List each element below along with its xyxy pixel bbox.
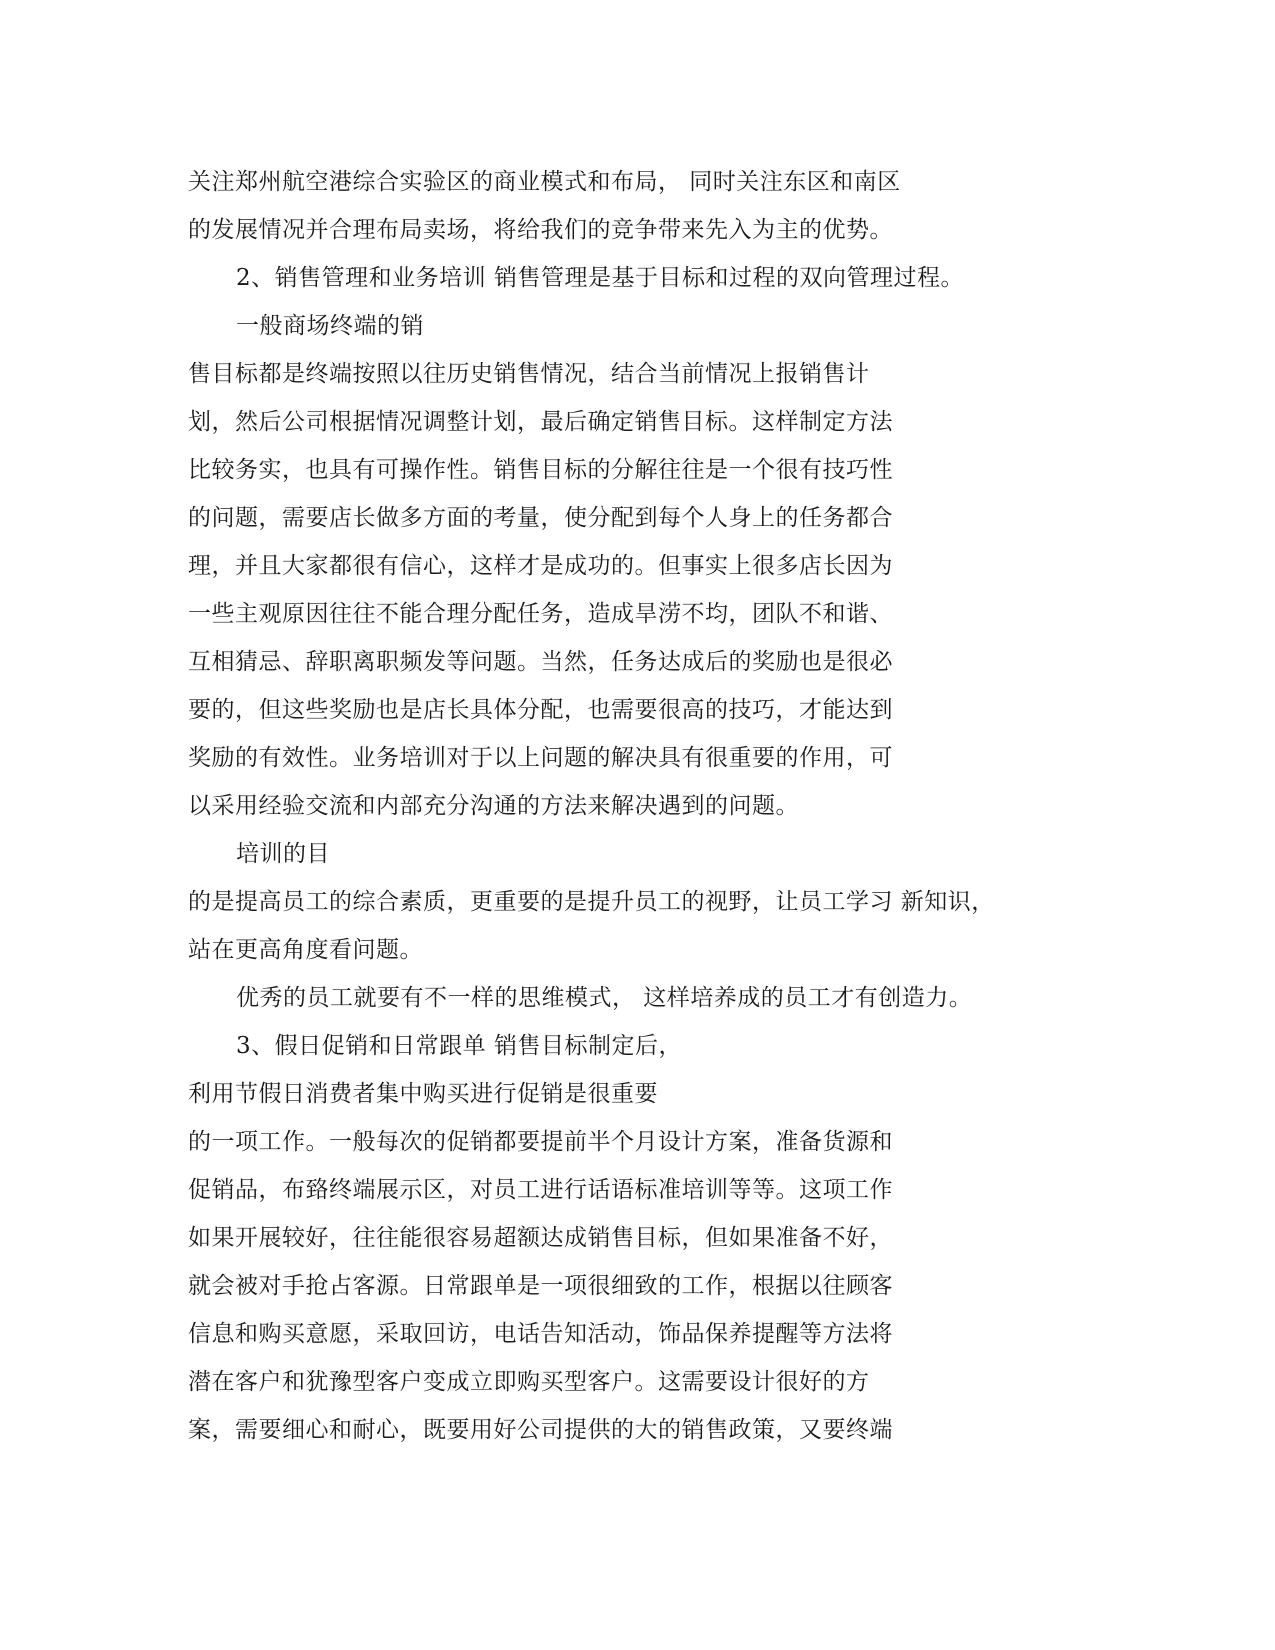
text-line: 划，然后公司根据情况调整计划，最后确定销售目标。这样制定方法	[188, 409, 893, 435]
text-line: 就会被对手抢占客源。日常跟单是一项很细致的工作，根据以往顾客	[188, 1273, 893, 1299]
text-line: 一些主观原因往往不能合理分配任务，造成旱涝不均，团队不和谐、	[188, 601, 893, 627]
text-line: 潜在客户和犹豫型客户变成立即购买型客户。这需要设计很好的方	[188, 1369, 870, 1395]
text-line: 比较务实，也具有可操作性。销售目标的分解往往是一个很有技巧性	[188, 457, 893, 483]
text-line: 以采用经验交流和内部充分沟通的方法来解决遇到的问题。	[188, 793, 799, 819]
document-body	[188, 158, 1068, 1454]
text-line: 奖励的有效性。业务培训对于以上问题的解决具有很重要的作用，可	[188, 745, 893, 771]
text-line: 售目标都是终端按照以往历史销售情况，结合当前情况上报销售计	[188, 361, 870, 387]
text-line: 促销品，布臵终端展示区，对员工进行话语标准培训等等。这项工作	[188, 1177, 893, 1203]
text-line: 的问题，需要店长做多方面的考量，使分配到每个人身上的任务都合	[188, 505, 893, 531]
text-line: 如果开展较好，往往能很容易超额达成销售目标，但如果准备不好，	[188, 1225, 893, 1251]
text-line: 的发展情况并合理布局卖场，将给我们的竞争带来先入为主的优势。	[188, 217, 893, 243]
text-line: 利用节假日消费者集中购买进行促销是很重要	[188, 1081, 658, 1107]
text-line: 互相猜忌、辞职离职频发等问题。当然，任务达成后的奖励也是很必	[188, 649, 893, 675]
text-line: 理，并且大家都很有信心，这样才是成功的。但事实上很多店长因为	[188, 553, 893, 579]
text-line: 案，需要细心和耐心，既要用好公司提供的大的销售政策，又要终端	[188, 1417, 893, 1443]
text-line: 信息和购买意愿，采取回访，电话告知活动，饰品保养提醒等方法将	[188, 1321, 893, 1347]
text-line: 优秀的员工就要有不一样的思维模式， 这样培养成的员工才有创造力。	[236, 985, 973, 1011]
text-line: 3、假日促销和日常跟单 销售目标制定后，	[236, 1033, 682, 1059]
text-line: 的是提高员工的综合素质，更重要的是提升员工的视野，让员工学习 新知识，	[188, 889, 995, 915]
text-line: 2、销售管理和业务培训 销售管理是基于目标和过程的双向管理过程。	[236, 265, 964, 291]
text-line: 的一项工作。一般每次的促销都要提前半个月设计方案，准备货源和	[188, 1129, 893, 1155]
text-line: 关注郑州航空港综合实验区的商业模式和布局， 同时关注东区和南区	[188, 169, 901, 195]
text-line: 培训的目	[236, 841, 330, 867]
text-line: 一般商场终端的销	[236, 313, 424, 339]
text-line: 要的，但这些奖励也是店长具体分配，也需要很高的技巧，才能达到	[188, 697, 893, 723]
text-line: 站在更高角度看问题。	[188, 937, 423, 963]
